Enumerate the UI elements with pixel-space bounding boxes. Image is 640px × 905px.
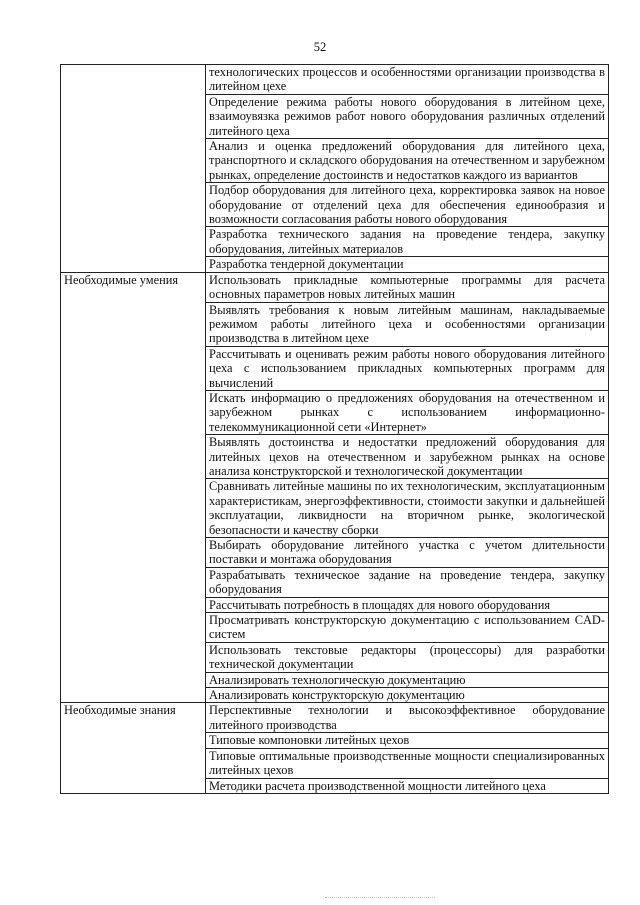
requirement-item: Рассчитывать и оценивать режим работы нового оборудования литейного цеха с использованием прикладных компьютерных программ для вычислений [206, 346, 609, 390]
requirement-item: Разработка технического задания на проведение тендера, закупку оборудования, литейных материалов [206, 227, 609, 257]
requirement-item: Искать информацию о предложениях оборудования на отечественном и зарубежном рынках с использованием информационно-телекоммуникационной сети «Интернет» [206, 390, 609, 434]
requirement-item: Просматривать конструкторскую документацию с использованием CAD-систем [206, 613, 609, 643]
table-row [61, 65, 609, 95]
section-label: Необходимые умения [61, 272, 206, 703]
requirement-item: Выявлять достоинства и недостатки предложений оборудования для литейных цехов на отечественном и зарубежном рынках на основе анализа конструкторской и технологической документации [206, 435, 609, 479]
page-number: 52 [313, 40, 327, 54]
table-row [61, 703, 609, 733]
requirement-item: Типовые оптимальные производственные мощности специализированных литейных цехов [206, 748, 609, 778]
requirement-item: технологических процессов и особенностями организации производства в литейном цехе [206, 65, 609, 95]
requirement-item: Методики расчета производственной мощности литейного цеха [206, 778, 609, 793]
table-row [61, 272, 609, 302]
section-label [61, 65, 206, 273]
requirement-item: Подбор оборудования для литейного цеха, корректировка заявок на новое оборудование от отделений цеха для обеспечения единообразия и возможности согласования работы нового оборудования [206, 183, 609, 227]
requirement-item: Разрабатывать техническое задание на проведение тендера, закупку оборудования [206, 567, 609, 597]
scan-artifact [325, 897, 435, 900]
requirement-item: Использовать текстовые редакторы (процессоры) для разработки технической документации [206, 642, 609, 672]
requirement-item: Определение режима работы нового оборудования в литейном цехе, взаимоувязка режимов работ нового оборудования различных отделений литейного цеха [206, 94, 609, 138]
requirement-item: Перспективные технологии и высокоэффективное оборудование литейного производства [206, 703, 609, 733]
requirement-item: Рассчитывать потребность в площадях для нового оборудования [206, 597, 609, 612]
requirement-item: Анализировать конструкторскую документацию [206, 688, 609, 703]
requirement-item: Разработка тендерной документации [206, 257, 609, 272]
requirement-item: Выявлять требования к новым литейным машинам, накладываемые режимом работы литейного цеха и особенностями организации производства в литейном цехе [206, 302, 609, 346]
requirement-item: Анализировать технологическую документацию [206, 672, 609, 687]
competency-table [60, 64, 609, 794]
requirement-item: Анализ и оценка предложений оборудования для литейного цеха, транспортного и складского оборудования на отечественном и зарубежном рынках, определение достоинств и недостатков каждого из вариантов [206, 139, 609, 183]
requirement-item: Использовать прикладные компьютерные программы для расчета основных параметров новых литейных машин [206, 272, 609, 302]
section-label: Необходимые знания [61, 703, 206, 793]
requirement-item: Выбирать оборудование литейного участка с учетом длительности поставки и монтажа оборудования [206, 538, 609, 568]
requirement-item: Типовые компоновки литейных цехов [206, 733, 609, 748]
requirement-item: Сравнивать литейные машины по их технологическим, эксплуатационным характеристикам, энергоэффективности, стоимости закупки и дальнейшей эксплуатации, ликвидности на вторичном рынке, экологической безопасности и качеству сборки [206, 479, 609, 538]
